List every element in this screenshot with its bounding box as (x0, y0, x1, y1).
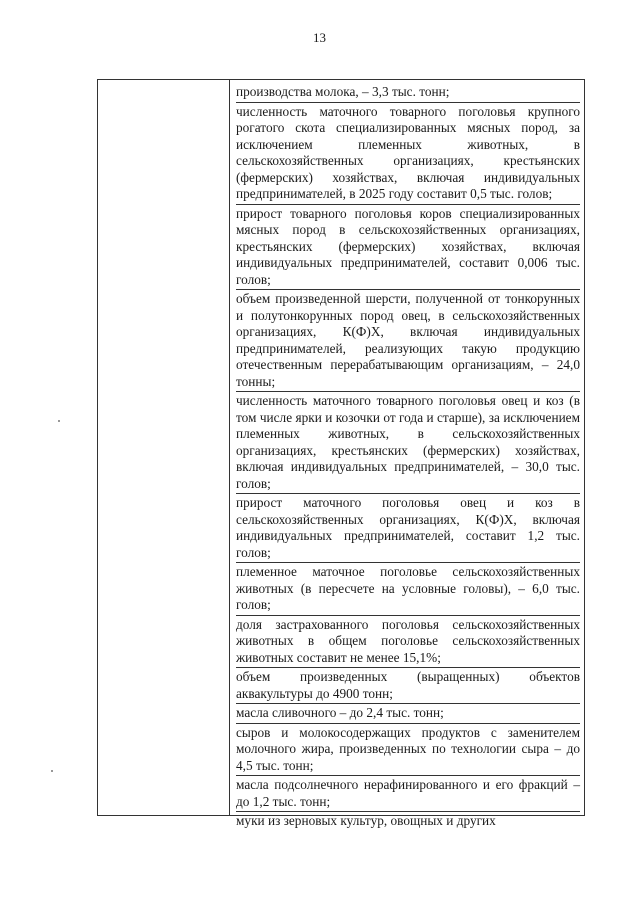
paragraph-beef-cattle-headcount: численность маточного товарного поголовья крупного рогатого скота специализированных мясных пород, за исключением племенных животных, в сельскохозяйственных организациях, крестьянских (фермерских) хозяйствах, включая индивидуальных предпринимателей, в 2025 году составит 0,5 тыс. голов; (236, 104, 580, 205)
paragraph-wool-volume: объем произведенной шерсти, полученной от тонкорунных и полутонкорунных пород овец, в сельскохозяйственных организациях, К(Ф)Х, включая индивидуальных предпринимателей, реализующих такую продукцию отечественным перерабатывающим организациям, – 24,0 тонны; (236, 291, 580, 392)
page-number: 13 (313, 30, 326, 45)
document-table (97, 79, 585, 828)
table-right-column (236, 84, 580, 832)
paragraph-sunflower-oil: масла подсолнечного нерафинированного и его фракций – до 1,2 тыс. тонн; (236, 777, 580, 812)
paragraph-breeding-livestock: племенное маточное поголовье сельскохозяйственных животных (в пересчете на условные головы), – 6,0 тыс. голов; (236, 564, 580, 616)
paragraph-cheese: сыров и молокосодержащих продуктов с заменителем молочного жира, произведенных по технологии сыра – до 4,5 тыс. тонн; (236, 725, 580, 777)
paragraph-flour: муки из зерновых культур, овощных и других (236, 813, 496, 828)
paragraph-butter: масла сливочного – до 2,4 тыс. тонн; (236, 705, 580, 724)
table-left-column (98, 80, 230, 815)
paragraph-cow-growth: прирост товарного поголовья коров специализированных мясных пород в сельскохозяйственных организациях, крестьянских (фермерских) хозяйствах, включая индивидуальных предпринимателей, составит 0,006 тыс. голов; (236, 206, 580, 291)
scan-speck (51, 770, 53, 772)
paragraph-milk-production: производства молока, – 3,3 тыс. тонн; (236, 84, 580, 103)
paragraph-insured-livestock: доля застрахованного поголовья сельскохозяйственных животных в общем поголовье сельскохозяйственных животных составит не менее 15,1%; (236, 617, 580, 669)
paragraph-aquaculture: объем произведенных (выращенных) объектов аквакультуры до 4900 тонн; (236, 669, 580, 704)
paragraph-sheep-goat-headcount: численность маточного товарного поголовья овец и коз (в том числе ярки и козочки от года и старше), за исключением племенных животных, в сельскохозяйственных организациях, крестьянских (фермерских) хозяйствах, включая индивидуальных предпринимателей, – 30,0 тыс. голов; (236, 393, 580, 494)
scan-speck (58, 420, 60, 422)
paragraph-sheep-goat-growth: прирост маточного поголовья овец и коз в сельскохозяйственных организациях, К(Ф)Х, включая индивидуальных предпринимателей, составит 1,2 тыс. голов; (236, 495, 580, 563)
